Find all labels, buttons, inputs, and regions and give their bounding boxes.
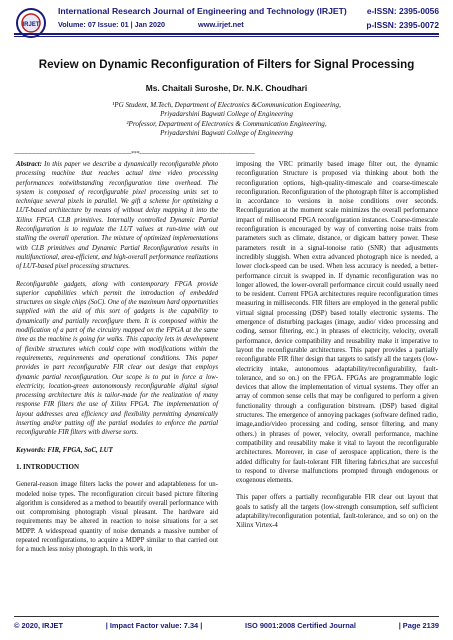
paper-title: Review on Dynamic Reconfiguration of Filters for Signal Processing [38, 58, 415, 71]
logo-text: IRJET [22, 22, 40, 28]
journal-header [0, 0, 453, 50]
journal-website-link[interactable]: www.irjet.net [198, 20, 244, 29]
abstract-text: In this paper we describe a dynamically reconfigurable photo processing machine that reaches actual time video processing performances notwithstanding reconfiguration time overhead. The system is composed of reconfigurable pixel processing units set to technique several pixels in parallel. We gift a scheme for optimizing a LUT-based architecture by means of without delay mapping it into the Xilinx FPGA CLB primitives. Internally controlled Dynamic Partial Reconfiguration is to regulate the LUT values at run-time with out stalling the overall operation. The mixture of optimized implementations with CLB primitives and Dynamic Partial Reconfiguration results in multifunctional, area-efficient, and high-overall performance realizations of LUT-based pixel processing structures. [16, 161, 218, 271]
body-paragraph: This paper offers a partially reconfigurable FIR clear out layout that goals to satisfy all the targets (low-strength consumption, self sufficient adaptability/reconfiguration potential, fault-tolerance, and so on) on the Xilinx Virtex-4 [236, 494, 438, 530]
footer-impact-factor: | Impact Factor value: 7.34 | [105, 621, 203, 630]
journal-title: International Research Journal of Engineering and Technology (IRJET) [58, 6, 347, 16]
footer-rule [14, 616, 439, 617]
section-divider: ---------------------------------------------------------------------***-------------------------------------------------------------------- [14, 151, 255, 157]
affiliation-line: ¹PG Student, M.Tech, Department of Electronics &Communication Engineering, [112, 101, 341, 109]
body-paragraph: imposing the VRC primarily based image filter out, the dynamic reconfiguration Structure is proposed via thinking about both the reconfiguration options, high-quality-timescale and coarse-timescale reconfiguration. Reconfiguration of the photograph filter is accomplished in accordance to versions in noise conditions over seconds. Reconfiguration at the moment scale minimizes the overall performance impact of millisecond FPGA reconfiguration instances. Coarse-timescale reconfiguration is encouraged by way of converting noise traits from parameters such as climate, distance, or digicam battery power. These parameters result in a signal-tonoise ratio (SNR) that adjustments incredibly sluggish. When extra advanced photograph nice is needed, a lower clock-speed can be used. When less accuracy is needed, a better-performance circuit is swapped in. If dynamic reconfiguration was no longer allowed, the lower-overall performance circuit could usually need to be resident. Current FPGA architectures require reconfiguration times measuring in milliseconds. FIR filters are employed in the general public virtual signal processing (DSP) based totally electronic systems. The emergence of disturbing packages (image, audio/ video processing and coding, sensor filtering, etc.) in phrases of electricity, velocity, overall performance, device compatibility and reusability make it imperative to layout the reconfigurable architectures. This paper provides a partially reconfigurable FIR filter design that targets to satisfy all the targets (low-electricity intake, autonomous adaptability/reconfigurability, fault-tolerance, and so on.) on the FPGA. FPGAs are programmable logic devices that allow the implementation of virtual systems. They offer an array of common sense cells that may be configured to perform a given functionality through a configuration bitstream. (DSP) based digital structures. The emergence of annoying packages (software defined radio, image,audio/video processing and coding, sensor filtering, and many others.) in phrases of power, velocity, overall performance, machine compatibility and reusability make it vital to layout the reconfigurable architectures. Moreover, in case of aerospace application, there is the added difficulty for fault-tolerant FIR filtering fabrics,that are succesful to respond to diverse malfunctions prompted through endogenous or exogenous elements. [236, 161, 438, 485]
section-heading-introduction: 1. INTRODUCTION [16, 462, 80, 471]
right-column [236, 160, 438, 539]
keywords [16, 446, 218, 455]
page-footer [14, 621, 439, 630]
eissn: e-ISSN: 2395-0056 [366, 6, 439, 16]
affiliation-line: ²Professor, Department of Electronics & Communication Engineering, [126, 119, 327, 128]
paper-authors: Ms. Chaitali Suroshe, Dr. N.K. Choudhari [145, 83, 308, 93]
header-rule [14, 33, 439, 35]
affiliation-line: Priyadarshini Bagwati College of Engineering [160, 110, 293, 119]
footer-iso: ISO 9001:2008 Certified Journal [245, 621, 356, 630]
affiliations [0, 101, 453, 139]
header-rule-thin [14, 36, 439, 37]
introduction-paragraph: General-reason image filters lacks the power and adaptableness for un-modeled noise types. The reconfiguration circuit based picture filtering algorithm is considered as a method to beautify overall performance with out compromising photograph visual pleasant. The hardware aid requirements may be altered in reaction to noise situations for a set MDPP. A widespread quantity of noise demands a massive number of repeated reconfigurations, to acquire a MDPP similar to that carried out for a much less noisy photograph. In this work, in [16, 481, 218, 554]
abstract [16, 160, 218, 272]
abstract-label: Abstract: [16, 161, 42, 168]
footer-copyright: © 2020, IRJET [14, 621, 63, 630]
abstract-paragraph-2: Reconfigurable gadgets, along with contemporary FPGA provide superior capabilities which permit the introduction of embedded structures on single chips (SoC). One of the maximum hard opportunities supplied with the aid of this sort of gadgets is the capability to dynamically and partially reconfigure them. It is composed within the modification of a part of the circuitry mapped on the FPGA at the same time as the machine is going for walks. This capacity lets in development of flexible structures which could cope with modifications within the requirements, requirements and operational conditions. This paper provides in part reconfigurable FIR clear out design that employs dynamic partial reconfiguration. Our scope is to put in force a low-electricity, location-green autonomously reconfigurable digital signal processing architecture this is tailor-made for the realization of many response FIR filters the use of Xilinx FPGA. The implementation of layout addresses area efficiency and flexibility permitting dynamically inserting and/or putting off the partial modules to enforce the partial reconfigurable FIR filters with diverse sorts. [16, 280, 218, 437]
keywords-label: Keywords: [16, 446, 46, 454]
affiliation-line: Priyadarshini Bagwati College of Engineering [160, 129, 293, 138]
pissn: p-ISSN: 2395-0072 [366, 20, 439, 30]
keywords-text: FIR, FPGA, SoC, LUT [45, 446, 113, 454]
left-column [16, 160, 218, 563]
volume-issue: Volume: 07 Issue: 01 | Jan 2020 [58, 20, 165, 29]
footer-page-number: | Page 2139 [398, 621, 439, 630]
